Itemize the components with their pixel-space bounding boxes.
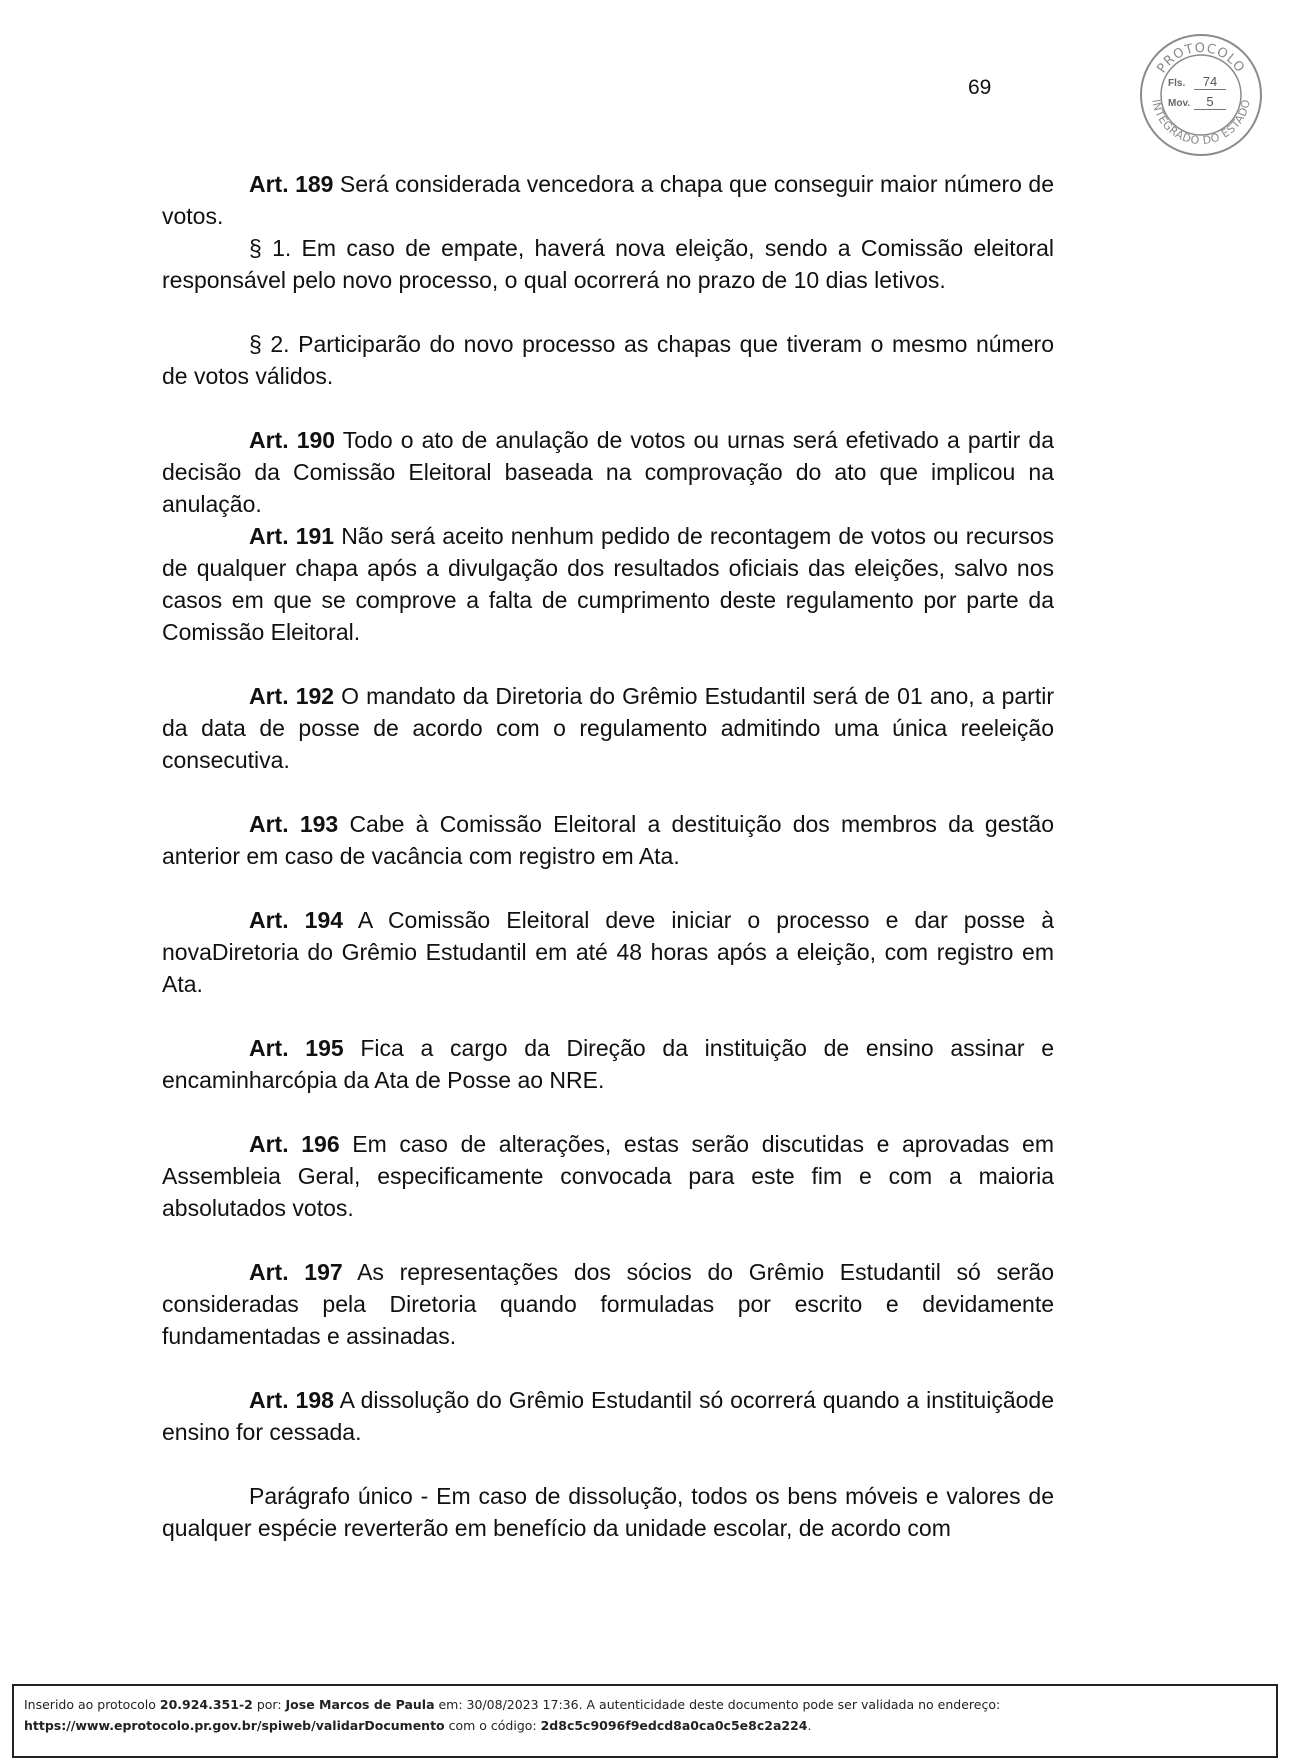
stamp-fls-value: 74 [1194, 74, 1226, 90]
stamp-fls [1168, 74, 1226, 90]
footer-text: . [807, 1718, 812, 1733]
protocol-number: 20.924.351-2 [159, 1697, 253, 1712]
validation-code: 2d8c5c9096f9edcd8a0ca0c5e8c2a224 [540, 1718, 808, 1733]
article-196 [162, 1128, 1054, 1224]
article-number: Art. 198 [249, 1387, 334, 1413]
article-192 [162, 680, 1054, 776]
stamp-mov-value: 5 [1194, 94, 1226, 110]
article-195 [162, 1032, 1054, 1096]
stamp-mov-label: Mov. [1168, 98, 1191, 109]
article-number: Art. 193 [249, 811, 339, 837]
article-text: A Comissão Eleitoral deve iniciar o processo e dar posse à novaDiretoria do Grêmio Estudantil em até 48 horas após a eleição, com registro em Ata. [162, 907, 1054, 997]
stamp-fls-label: Fls. [1168, 78, 1186, 89]
article-189 [162, 168, 1054, 232]
article-text: O mandato da Diretoria do Grêmio Estudantil será de 01 ano, a partir da data de posse de acordo com o regulamento admitindo uma única reeleição consecutiva. [162, 683, 1054, 773]
author-name: Jose Marcos de Paula [285, 1697, 435, 1712]
article-text: Não será aceito nenhum pedido de recontagem de votos ou recursos de qualquer chapa após a divulgação dos resultados oficiais das eleições, salvo nos casos em que se comprove a falta de cumprimento deste regulamento por parte da Comissão Eleitoral. [162, 523, 1055, 645]
article-number: Art. 190 [249, 427, 336, 453]
article-text: As representações dos sócios do Grêmio Estudantil só serão consideradas pela Diretoria quando formuladas por escrito e devidamente fundamentadas e assinadas. [162, 1259, 1055, 1349]
stamp-mov [1168, 94, 1226, 110]
validation-url[interactable]: https://www.eprotocolo.pr.gov.br/spiweb/validarDocumento [24, 1718, 445, 1733]
protocol-stamp [1138, 32, 1264, 158]
paragraph-1: § 1. Em caso de empate, haverá nova eleição, sendo a Comissão eleitoral responsável pelo novo processo, o qual ocorrerá no prazo de 10 dias letivos. [162, 235, 1054, 293]
footer-line-1 [24, 1694, 1266, 1715]
page-number: 69 [968, 76, 992, 99]
document-body [162, 168, 1054, 1544]
article-text: Fica a cargo da Direção da instituição de ensino assinar e encaminharcópia da Ata de Posse ao NRE. [162, 1035, 1054, 1093]
stamp-top-text: PROTOCOLO [1154, 40, 1248, 77]
article-text: Cabe à Comissão Eleitoral a destituição dos membros da gestão anterior em caso de vacância com registro em Ata. [162, 811, 1054, 869]
footer-line-2 [24, 1715, 1266, 1736]
article-194 [162, 904, 1054, 1000]
paragraph-2: § 2. Participarão do novo processo as chapas que tiveram o mesmo número de votos válidos. [162, 331, 1054, 389]
footer-text: em: 30/08/2023 17:36. A autenticidade deste documento pode ser validada no endereço: [434, 1697, 1001, 1712]
article-190 [162, 424, 1054, 520]
article-number: Art. 194 [249, 907, 344, 933]
article-text: Em caso de alterações, estas serão discutidas e aprovadas em Assembleia Geral, especificamente convocada para este fim e com a maioria absolutados votos. [162, 1131, 1055, 1221]
footer-text: com o código: [444, 1718, 541, 1733]
article-number: Art. 196 [249, 1131, 340, 1157]
article-197 [162, 1256, 1054, 1352]
footer-text: Inserido ao protocolo [24, 1697, 160, 1712]
article-198 [162, 1384, 1054, 1448]
article-number: Art. 192 [249, 683, 335, 709]
article-number: Art. 191 [249, 523, 335, 549]
article-193 [162, 808, 1054, 872]
article-text: A dissolução do Grêmio Estudantil só ocorrerá quando a instituiçãode ensino for cessada. [162, 1387, 1054, 1445]
stamp-bottom-text: INTEGRADO DO ESTADO [1149, 98, 1253, 148]
article-number: Art. 189 [249, 171, 334, 197]
article-text: Será considerada vencedora a chapa que conseguir maior número de votos. [162, 171, 1055, 229]
article-number: Art. 195 [249, 1035, 344, 1061]
article-191 [162, 520, 1054, 648]
footer-text: por: [252, 1697, 286, 1712]
paragrafo-unico: Parágrafo único - Em caso de dissolução, todos os bens móveis e valores de qualquer espécie reverterão em benefício da unidade escolar, de acordo com [162, 1483, 1054, 1541]
article-number: Art. 197 [249, 1259, 343, 1285]
svg-text:PROTOCOLO [1154, 41, 1247, 76]
protocol-footer [12, 1684, 1278, 1758]
article-text: Todo o ato de anulação de votos ou urnas será efetivado a partir da decisão da Comissão Eleitoral baseada na comprovação do ato que implicou na anulação. [162, 427, 1055, 517]
